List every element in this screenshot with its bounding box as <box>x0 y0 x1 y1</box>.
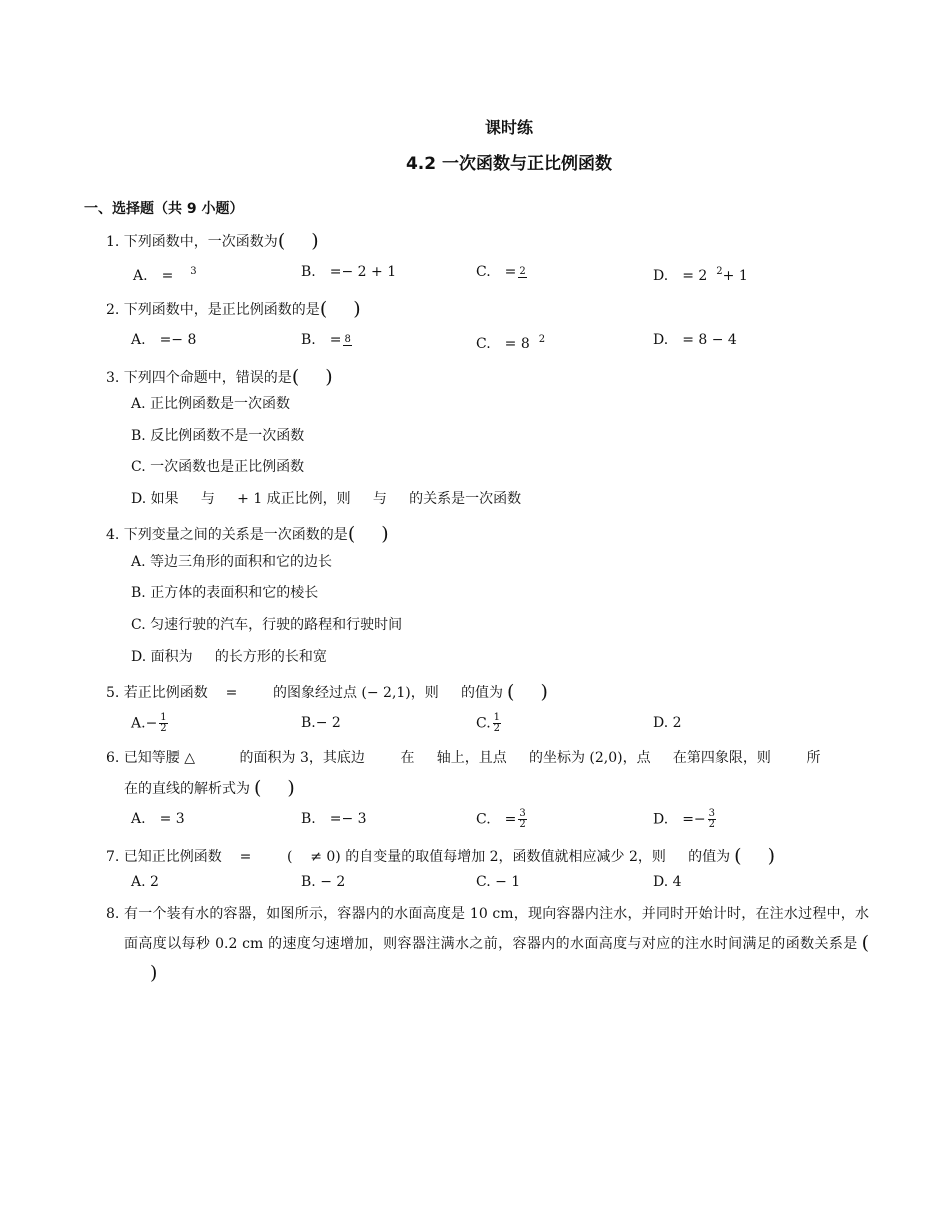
question-5-option-c: C. $\frac{1}{2}$ <box>476 712 501 734</box>
question-5-option-b: B.− 2 <box>301 715 341 731</box>
question-4-option-c: C. 匀速行驶的汽车，行驶的路程和行驶时间 <box>131 617 403 633</box>
question-1-option-d: D. = 2 $^2$+ 1 <box>653 266 748 284</box>
question-7-option-c: C. − 1 <box>476 874 521 890</box>
document-subtitle: 4.2 一次函数与正比例函数 <box>405 154 613 174</box>
question-6-option-c: C. = $\frac{3}{2}$ <box>476 808 526 830</box>
question-7-stem: 7. 已知正比例函数 = ( ≠ 0) 的自变量的取值每增加 2，函数值就相应减少 2，则 的值为 ( ) <box>106 845 776 867</box>
question-6-stem-line-2: 在的直线的解析式为 ( ) <box>124 777 295 799</box>
question-3-option-b: B. 反比例函数不是一次函数 <box>131 428 305 444</box>
question-3-stem: 3. 下列四个命题中，错误的是( ) <box>106 366 333 388</box>
question-2-option-c: C. = 8 $^2$ <box>476 334 546 352</box>
question-2-option-a: A. =− 8 <box>131 332 197 348</box>
question-1-option-a: A. = $^3$ <box>133 266 197 284</box>
question-6-option-a: A. = 3 <box>131 811 185 827</box>
question-6-option-b: B. =− 3 <box>301 811 367 827</box>
question-7-option-b: B. − 2 <box>301 874 346 890</box>
question-4-option-b: B. 正方体的表面积和它的棱长 <box>131 585 319 601</box>
question-4-option-a: A. 等边三角形的面积和它的边长 <box>131 554 333 570</box>
section-heading: 一、选择题（共 9 小题） <box>84 201 244 217</box>
question-3-option-d: D. 如果 与 + 1 成正比例，则 与 的关系是一次函数 <box>131 491 522 507</box>
question-3-option-c: C. 一次函数也是正比例函数 <box>131 459 305 475</box>
question-8-stem: 8. 有一个装有水的容器，如图所示，容器内的水面高度是 10 cm，现向容器内注水，并同时开始计时，在注水过程中，水面高度以每秒 0.2 cm 的速度匀速增加，则容器注满水之前，容器内的水面高度与对应的注水时间满足的函数关系是 () <box>106 906 869 984</box>
question-4-option-d: D. 面积为 的长方形的长和宽 <box>131 649 327 665</box>
question-6-stem-line-1: 6. 已知等腰 △ 的面积为 3，其底边 在 轴上，且点 的坐标为 (2,0)，点 在第四象限，则 所 <box>106 750 821 766</box>
question-1-option-c: C. = 2 <box>476 264 526 280</box>
question-1-option-b: B. =− 2 + 1 <box>301 264 397 280</box>
question-5-option-a: A.− $\frac{1}{2}$ <box>131 712 167 734</box>
question-2-option-d: D. = 8 − 4 <box>653 332 737 348</box>
question-5-option-d: D. 2 <box>653 715 682 731</box>
question-2-option-b: B. = 8 <box>301 332 351 348</box>
question-2-stem: 2. 下列函数中，是正比例函数的是( ) <box>106 298 361 320</box>
question-6-option-d: D. =− $\frac{3}{2}$ <box>653 808 716 830</box>
question-7-option-d: D. 4 <box>653 874 682 890</box>
question-4-stem: 4. 下列变量之间的关系是一次函数的是( ) <box>106 523 389 545</box>
question-7-option-a: A. 2 <box>131 874 159 890</box>
question-5-stem: 5. 若正比例函数 = 的图象经过点 (− 2,1)，则 的值为 ( ) <box>106 681 548 703</box>
question-3-option-a: A. 正比例函数是一次函数 <box>131 396 291 412</box>
document-title: 课时练 <box>484 118 533 137</box>
question-1-stem: 1. 下列函数中，一次函数为( ) <box>106 230 319 252</box>
